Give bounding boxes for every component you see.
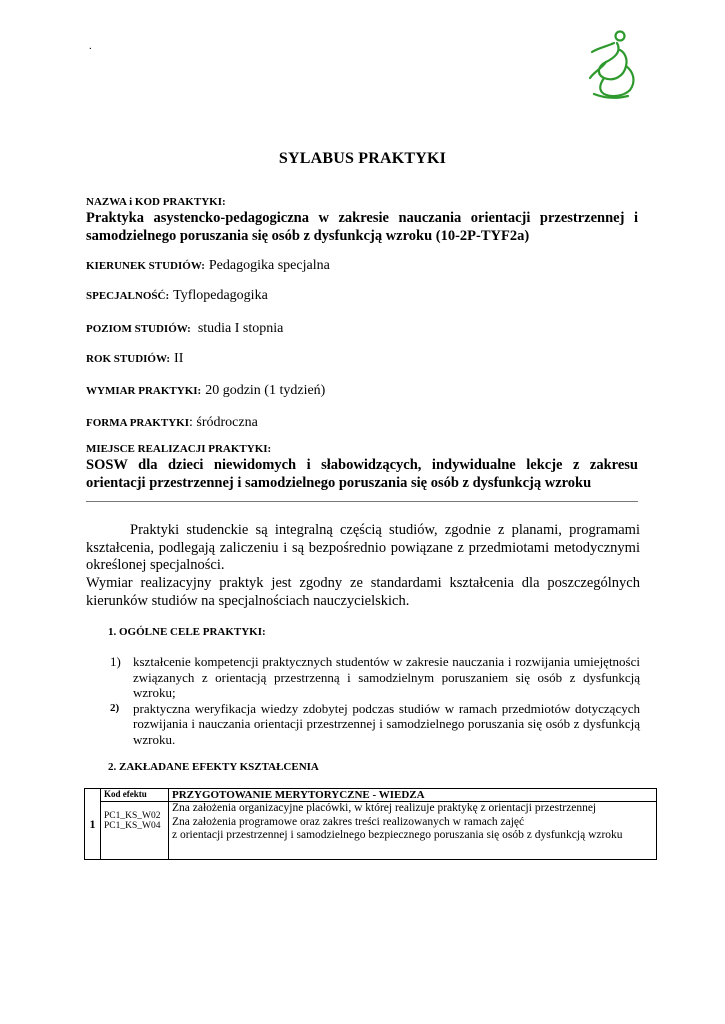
direction-label: KIERUNEK STUDIÓW: — [86, 260, 205, 272]
outcome-line: z orientacji przestrzennej i samodzielnego bezpiecznego poruszania się osób z dysfunkcją wzroku — [172, 829, 623, 841]
scope-row — [86, 381, 325, 399]
name-label: NAZWA i KOD PRAKTYKI: — [86, 196, 226, 208]
goal-text: kształcenie kompetencji praktycznych studentów w zakresie nauczania i rozwijania umiejętności związanych z orientacją przestrzenną i samodzielnym poruszaniem się osób z dysfunkcją wzroku; — [133, 654, 640, 700]
outcome-line: Zna założenia programowe oraz zakres treści realizowanych w ramach zajęć — [172, 815, 525, 828]
scope-value: 20 godzin (1 tydzień) — [205, 383, 326, 398]
level-row — [86, 319, 283, 337]
section-2-title: 2. ZAKŁADANE EFEKTY KSZTAŁCENIA — [108, 761, 319, 773]
form-value: : śródroczna — [188, 415, 258, 430]
group-header: PRZYGOTOWANIE MERYTORYCZNE - WIEDZA — [169, 789, 657, 802]
goals-list — [110, 654, 640, 747]
intro-paragraph-2: Wymiar realizacyjny praktyk jest zgodny ze standardami kształcenia dla poszczególnych kierunków studiów na specjalnościach nauczycielskich. — [86, 575, 640, 609]
code-header: Kod efektu — [101, 789, 169, 802]
page-title: SYLABUS PRAKTYKI — [278, 150, 447, 167]
outcome-description — [169, 802, 657, 860]
divider — [86, 501, 638, 502]
place-value: SOSW dla dzieci niewidomych i słabowidzących, indywidualne lekcje z zakresu orientacji przestrzennej i samodzielnego poruszania się osób z dysfunkcją wzroku — [86, 457, 638, 491]
university-logo — [584, 28, 640, 100]
goal-item — [110, 701, 640, 748]
form-row — [86, 413, 258, 431]
direction-value: Pedagogika specjalna — [208, 258, 330, 273]
goal-number: 2) — [110, 701, 120, 714]
goal-text: praktyczna weryfikacja wiedzy zdobytej podczas studiów w ramach przedmiotów dotyczących rozwijania i nauczania orientacji przestrzennej i samodzielnego poruszania się osób z dysfunkcją wzroku. — [133, 700, 640, 747]
row-number: 1 — [85, 789, 101, 860]
specialty-value: Tyflopedagogika — [173, 288, 268, 303]
goal-item — [110, 654, 640, 701]
place-label: MIEJSCE REALIZACJI PRAKTYKI: — [86, 443, 272, 455]
specialty-row — [86, 286, 268, 304]
page-mark: . — [89, 40, 92, 52]
year-row — [86, 349, 183, 367]
level-value: studia I stopnia — [197, 321, 284, 336]
goal-number: 1) — [110, 654, 121, 669]
outcome-line: Zna założenia organizacyjne placówki, w której realizuje praktykę z orientacji przestrzennej — [172, 802, 597, 814]
year-label: ROK STUDIÓW: — [86, 353, 171, 365]
outcome-code: PC1_KS_W02 — [104, 811, 161, 821]
name-value: Praktyka asystencko-pedagogiczna w zakresie nauczania orientacji przestrzennej i samodzielnego poruszania się osób z dysfunkcją wzroku (10-2P-TYF2a) — [86, 210, 638, 244]
direction-row — [86, 256, 330, 274]
form-label: FORMA PRAKTYKI — [86, 417, 189, 429]
learning-outcomes-table — [84, 788, 657, 860]
year-value: II — [174, 351, 184, 366]
intro-paragraph-1: Praktyki studenckie są integralną częścią studiów, zgodnie z planami, programami kształcenia, podlegają zaliczeniu i są bezpośrednio powiązane z przedmiotami metodycznymi określonej specjalności. — [86, 522, 640, 573]
code-cell — [101, 802, 169, 860]
outcome-code: PC1_KS_W04 — [104, 821, 161, 831]
specialty-label: SPECJALNOŚĆ: — [86, 290, 170, 302]
level-label: POZIOM STUDIÓW: — [86, 323, 191, 335]
scope-label: WYMIAR PRAKTYKI: — [86, 385, 202, 397]
section-1-title: 1. OGÓLNE CELE PRAKTYKI: — [108, 626, 266, 638]
